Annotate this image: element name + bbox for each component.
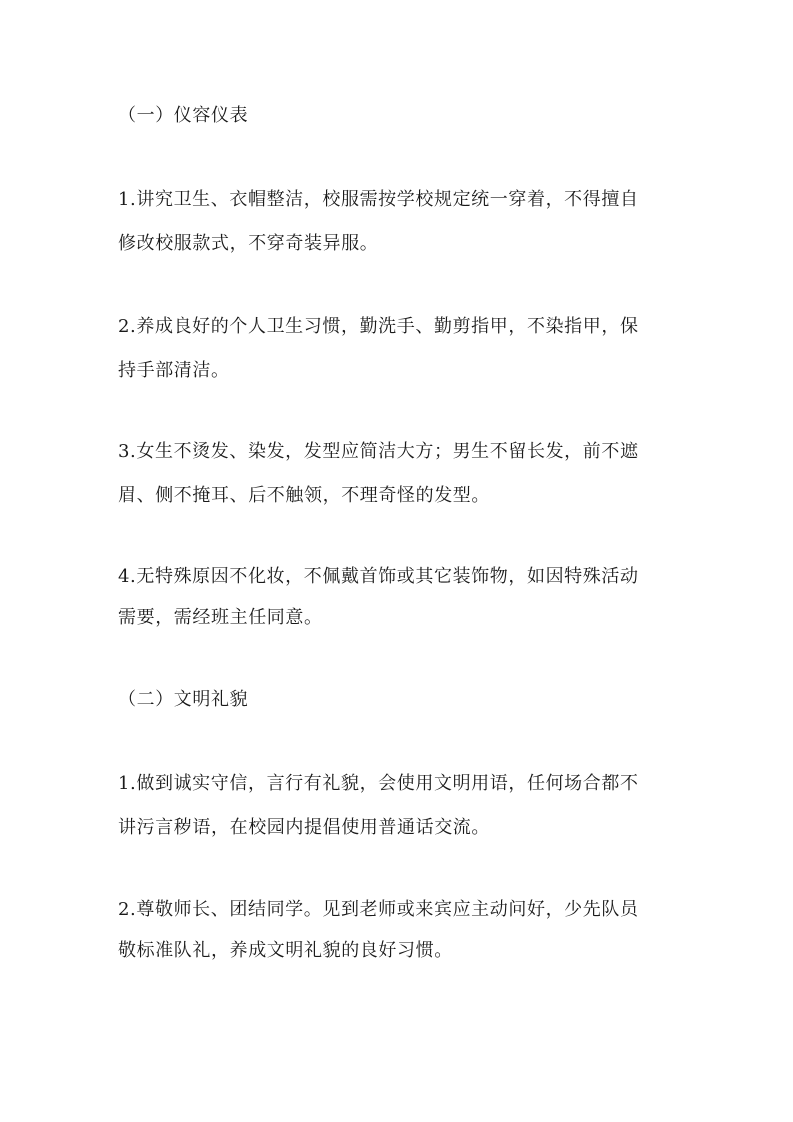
paragraph-1-3-line-1: 3.女生不烫发、染发，发型应简洁大方；男生不留长发，前不遮	[118, 441, 639, 462]
paragraph-1-2-line-2: 持手部清洁。	[118, 360, 230, 381]
paragraph-2-2-line-2: 敬标准队礼，养成文明礼貌的良好习惯。	[118, 940, 453, 961]
paragraph-1-1-line-1: 1.讲究卫生、衣帽整洁，校服需按学校规定统一穿着，不得擅自	[118, 189, 639, 210]
paragraph-1-2-line-1: 2.养成良好的个人卫生习惯，勤洗手、勤剪指甲，不染指甲，保	[118, 316, 639, 337]
section-heading-2: （二）文明礼貌	[118, 689, 249, 710]
paragraph-2-1-line-1: 1.做到诚实守信，言行有礼貌，会使用文明用语，任何场合都不	[118, 773, 639, 794]
paragraph-1-4-line-2: 需要，需经班主任同意。	[118, 607, 323, 628]
paragraph-1-1-line-2: 修改校服款式，不穿奇装异服。	[118, 233, 379, 254]
paragraph-2-1-line-2: 讲污言秽语，在校园内提倡使用普通话交流。	[118, 817, 490, 838]
paragraph-1-3-line-2: 眉、侧不掩耳、后不触领，不理奇怪的发型。	[118, 485, 490, 506]
paragraph-1-4-line-1: 4.无特殊原因不化妆，不佩戴首饰或其它装饰物，如因特殊活动	[118, 566, 639, 587]
section-heading-1: （一）仪容仪表	[118, 105, 249, 126]
paragraph-2-2-line-1: 2.尊敬师长、团结同学。见到老师或来宾应主动问好，少先队员	[118, 899, 639, 920]
